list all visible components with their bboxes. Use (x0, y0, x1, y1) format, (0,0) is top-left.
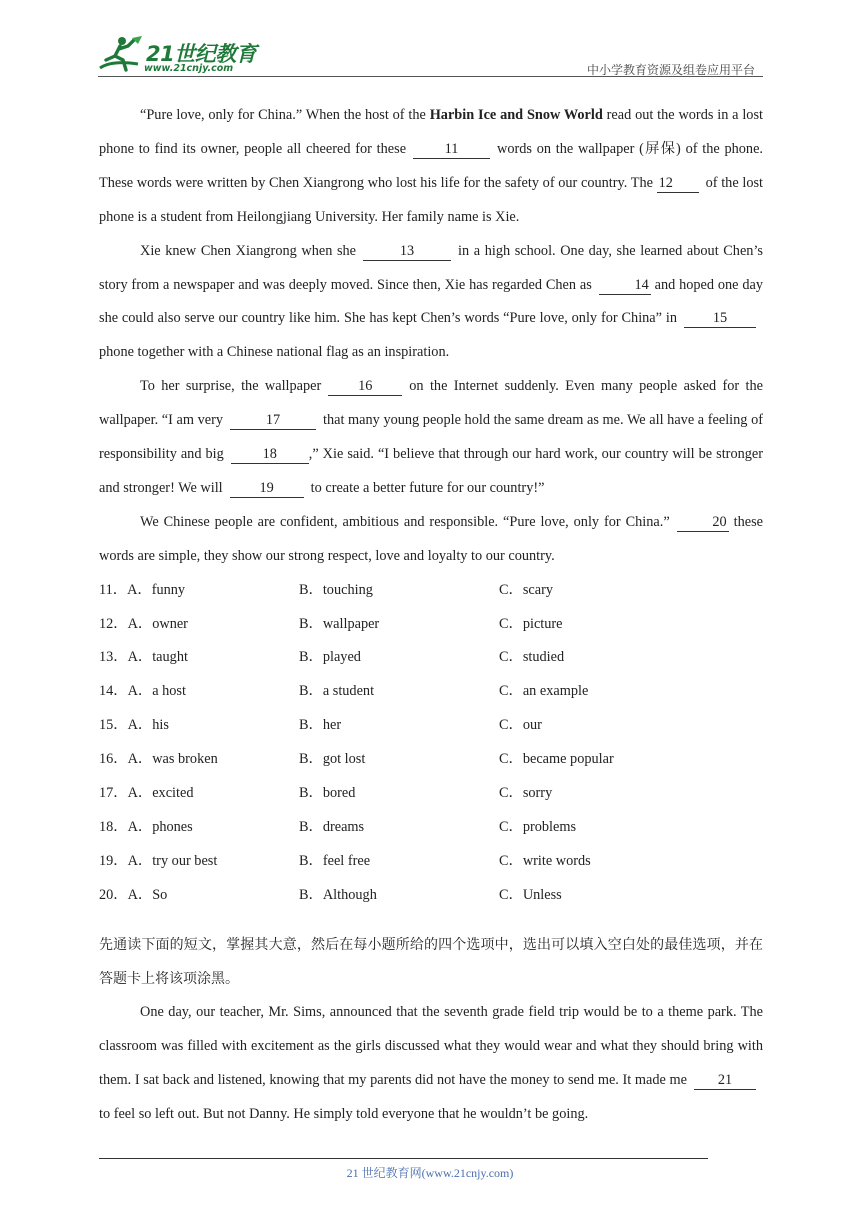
option-row-12 (99, 608, 763, 642)
blank-15: 15 (684, 309, 756, 328)
option-c: C．Unless (499, 886, 562, 903)
option-a-text: A．try our best (127, 852, 218, 869)
option-a (99, 777, 194, 811)
text-run: to create a better future for our country!” (310, 479, 545, 496)
option-b: B．wallpaper (299, 615, 380, 632)
bold-term: Harbin Ice and Snow World (429, 107, 603, 123)
instructions-text: 先通读下面的短文，掌握其大意，然后在每小题所给的四个选项中，选出可以填入空白处的最佳选项，并在答题卡上将该项涂黑。 (99, 936, 763, 987)
question-number: 11． (99, 581, 128, 598)
question-number: 20． (99, 886, 128, 903)
question-number: 16． (99, 751, 128, 768)
option-a (99, 743, 218, 777)
logo-url-text: www.21cnjy.com (144, 63, 234, 74)
option-a-text: A．phones (127, 818, 193, 835)
section-gap (99, 913, 763, 929)
passage1-paragraph-3 (99, 370, 763, 506)
blank-12: 12 (657, 174, 699, 193)
option-b: B．a student (299, 683, 375, 700)
question-number: 14． (99, 683, 128, 700)
question-number: 17． (99, 785, 128, 802)
option-a-text: A．owner (127, 615, 188, 632)
option-row-17 (99, 777, 763, 811)
text-run: of the lost phone is a student from Heilongjiang University. Her family name is Xie. (99, 174, 764, 225)
passage1-paragraph-4 (99, 506, 763, 574)
option-row-18 (99, 811, 763, 845)
option-row-19 (99, 845, 763, 879)
text-run: phone together with a Chinese national flag as an inspiration. (99, 344, 450, 361)
option-a-text: A．So (127, 886, 168, 903)
blank-14: 14 (599, 276, 651, 295)
option-b: B．her (299, 717, 342, 734)
blank-13: 13 (363, 242, 451, 261)
blank-20: 20 (677, 513, 729, 532)
option-b: B．feel free (299, 852, 371, 869)
option-c: C．scary (499, 581, 553, 598)
option-a-text: A．funny (127, 581, 186, 598)
option-a (99, 845, 217, 879)
option-a (99, 574, 185, 608)
option-a (99, 811, 193, 845)
option-a-text: A．excited (127, 785, 194, 802)
question-number: 18． (99, 818, 128, 835)
blank-16: 16 (328, 377, 402, 396)
option-b: B．dreams (299, 818, 365, 835)
option-a (99, 641, 188, 675)
options-list (99, 574, 763, 913)
blank-18: 18 (231, 445, 309, 464)
option-row-15 (99, 709, 763, 743)
option-row-13 (99, 641, 763, 675)
logo (98, 34, 268, 78)
text-run: these words are simple, they show our strong respect, love and loyalty to our country. (99, 513, 763, 564)
option-a (99, 675, 186, 709)
header-platform-title: 中小学教育资源及组卷应用平台 (586, 63, 755, 77)
option-c: C．an example (499, 683, 589, 700)
option-b: B．touching (299, 581, 373, 598)
text-run: that many young people hold the same dream as me. We all have a feeling of responsibility and big (99, 412, 763, 463)
option-c: C．our (499, 717, 542, 734)
option-b: B．Although (299, 886, 377, 903)
option-row-20 (99, 879, 763, 913)
text-run: and hoped one day she could also serve our country like him. She has kept Chen’s words “Pure love, only for China” in (99, 276, 763, 327)
blank-11: 11 (413, 140, 490, 159)
question-number: 19． (99, 852, 128, 869)
page-content (99, 99, 763, 1132)
blank-19: 19 (230, 479, 304, 498)
page-header (98, 34, 763, 80)
option-a-text: A．was broken (127, 751, 218, 768)
passage2-paragraph-1 (99, 996, 763, 1132)
header-divider (98, 76, 763, 77)
option-c: C．studied (499, 649, 565, 666)
option-c: C．picture (499, 615, 563, 632)
question-number: 13． (99, 649, 128, 666)
passage1-paragraph-2 (99, 235, 763, 371)
option-a-text: A．taught (127, 649, 188, 666)
text-run: ,” Xie said. “I believe that through our hard work, our country will be stronger and stronger! We will (99, 446, 763, 496)
option-c: C．became popular (499, 751, 614, 768)
option-a (99, 709, 169, 743)
text-run: Xie knew Chen Xiangrong when she (140, 242, 357, 259)
question-number: 12． (99, 615, 128, 632)
page-footer: 21 世纪教育网(www.21cnjy.com) (346, 1166, 514, 1180)
text-run: read out the words in a lost phone to find its owner, people all cheered for these (99, 107, 763, 157)
option-a (99, 879, 167, 913)
option-b: B．played (299, 649, 361, 666)
option-c: C．write words (499, 852, 591, 869)
blank-17: 17 (230, 411, 316, 430)
logo-brand-text: 21世纪教育 (146, 42, 257, 66)
text-run: on the Internet suddenly. Even many people asked for the wallpaper. “I am very (99, 378, 764, 429)
passage1-paragraph-1 (99, 99, 763, 235)
option-c: C．sorry (499, 785, 553, 802)
option-a (99, 608, 188, 642)
footer-divider (99, 1158, 708, 1159)
text-run: One day, our teacher, Mr. Sims, announced that the seventh grade field trip would be to a theme park. The classroom was filled with excitement as the girls discussed what they would wear and what they should bring with them. I sat back and listened, knowing that my parents did not have the money to send me. It made me (99, 1004, 763, 1089)
text-run: words on the wallpaper (屏保) of the phone. These words were written by Chen Xiangrong who lost his life for the safety of our country. The (99, 140, 763, 191)
question-number: 15． (99, 717, 128, 734)
option-c: C．problems (499, 818, 577, 835)
option-b: B．bored (299, 785, 356, 802)
text-run: To her surprise, the wallpaper (140, 378, 322, 395)
blank-21: 21 (694, 1071, 756, 1090)
text-run: in a high school. One day, she learned about Chen’s story from a newspaper and was deeply moved. Since then, Xie has regarded Chen as (99, 242, 763, 293)
text-run: We Chinese people are confident, ambitious and responsible. “Pure love, only for China.” (140, 513, 670, 530)
text-run: “Pure love, only for China.” When the host of the (140, 107, 430, 123)
option-row-11 (99, 574, 763, 608)
option-a-text: A．his (127, 717, 169, 734)
text-run: to feel so left out. But not Danny. He simply told everyone that he wouldn’t be going. (99, 1106, 589, 1123)
option-row-14 (99, 675, 763, 709)
option-a-text: A．a host (127, 683, 186, 700)
option-row-16 (99, 743, 763, 777)
runner-logo-icon (98, 34, 146, 76)
option-b: B．got lost (299, 751, 366, 768)
